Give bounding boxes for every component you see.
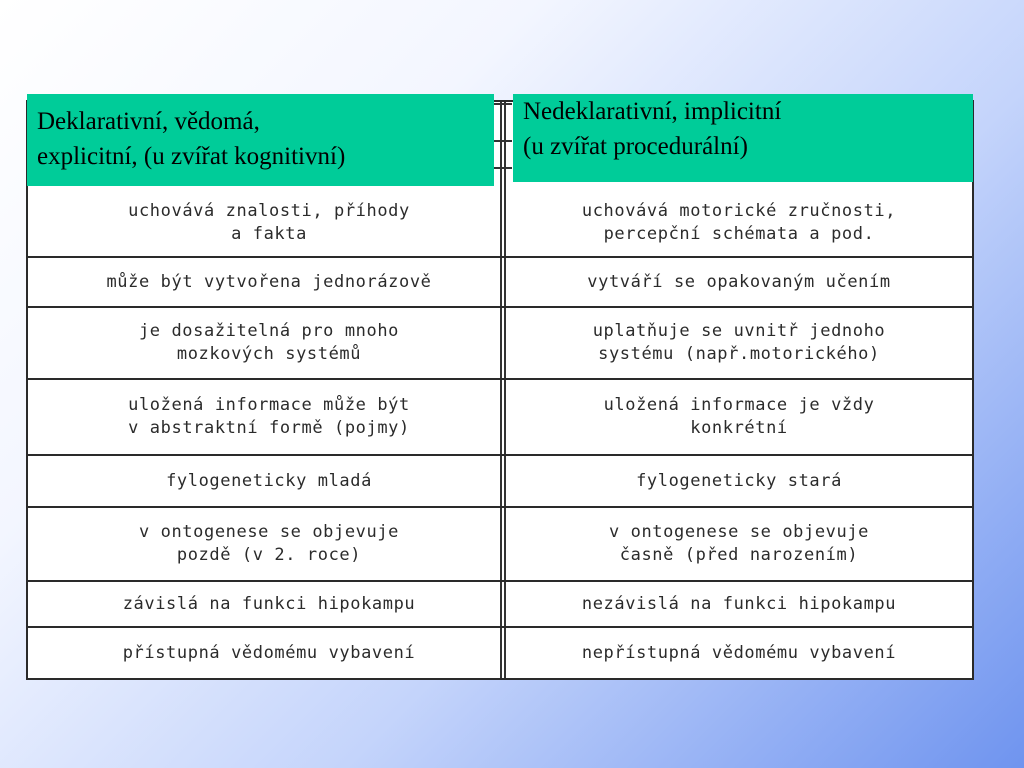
table-cell-left: uložená informace může být v abstraktní formě (pojmy) [128,395,410,438]
header-declarative: Deklarativní, vědomá, explicitní, (u zvířat kognitivní) [27,94,494,186]
scan-mark [494,103,512,105]
table-cell-left: uchovává znalosti, příhody a fakta [128,201,410,244]
table-cell-left: je dosažitelná pro mnoho mozkových systémů [138,321,400,364]
column-divider-secondary [504,102,506,678]
table-cell-right: vytváří se opakovaným učením [587,271,891,292]
table-cell-left: může být vytvořena jednorázově [106,271,432,292]
table-cell-left: závislá na funkci hipokampu [122,593,416,614]
table-cell-right: fylogeneticky stará [636,470,842,491]
table-cell-left: v ontogenese se objevuje pozdě (v 2. roce) [138,522,400,565]
table-cell-right: uložená informace je vždy konkrétní [603,395,875,438]
comparison-table [26,100,974,680]
table-cell-right: v ontogenese se objevuje časně (před narozením) [608,522,870,565]
table-cell-left: fylogeneticky mladá [166,470,372,491]
table-cell-left: přístupná vědomému vybavení [122,642,416,663]
table-cell-right: uchovává motorické zručnosti, percepční schémata a pod. [581,201,897,244]
table-cell-right: nepřístupná vědomému vybavení [581,642,897,663]
table-cell-right: uplatňuje se uvnitř jednoho systému (např.motorického) [592,321,886,364]
scan-mark [494,167,512,169]
table-cell-right: nezávislá na funkci hipokampu [581,593,897,614]
scan-mark [494,140,512,142]
header-nondeclarative: Nedeklarativní, implicitní (u zvířat procedurální) [513,94,973,182]
